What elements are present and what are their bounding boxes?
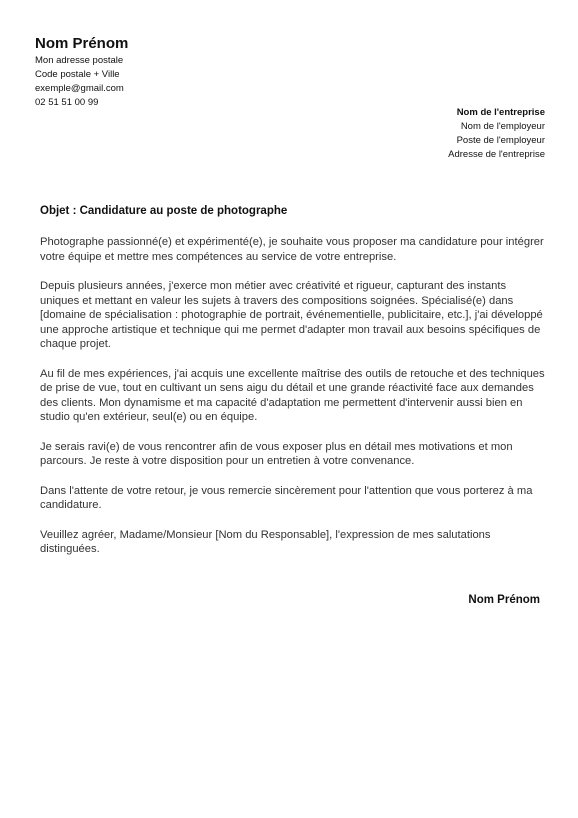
sender-email: exemple@gmail.com — [35, 83, 124, 94]
letter-body — [40, 235, 545, 572]
letter-subject: Objet : Candidature au poste de photographe — [40, 205, 288, 217]
letter-paragraph: Je serais ravi(e) de vous rencontrer afin de vous exposer plus en détail mes motivations et mon parcours. Je reste à votre disposition pour un entretien à votre convenance. — [40, 440, 513, 467]
letter-paragraph: Dans l'attente de votre retour, je vous remercie sincèrement pour l'attention que vous porterez à ma candidature. — [40, 484, 533, 511]
sender-address: Mon adresse postale — [35, 55, 124, 66]
letter-paragraph: Au fil de mes expériences, j'ai acquis une excellente maîtrise des outils de retouche et des techniques de prise de vue, tout en cultivant un sens aigu du détail et une grande réactivité face aux demandes des clients. Mon dynamisme et ma capacité d'adaptation me permettent d'intervenir aussi bien en studio qu'en extérieur, seul(e) ou en équipe. — [40, 367, 545, 423]
letter-paragraph: Photographe passionné(e) et expérimenté(e), je souhaite vous proposer ma candidature pour intégrer votre équipe et mettre mes compétences au service de votre entreprise. — [40, 236, 544, 263]
sender-phone: 02 51 51 00 99 — [35, 97, 99, 108]
recipient-employer-position: Poste de l'employeur — [456, 135, 545, 146]
sender-block — [35, 34, 295, 110]
sender-name: Nom Prénom — [35, 35, 129, 52]
recipient-block — [325, 106, 545, 162]
recipient-employer-name: Nom de l'employeur — [460, 121, 545, 132]
letter-signature: Nom Prénom — [468, 594, 540, 606]
sender-postal-city: Code postale + Ville — [35, 69, 120, 80]
recipient-company-address: Adresse de l'entreprise — [448, 149, 545, 160]
recipient-company: Nom de l'entreprise — [456, 107, 545, 118]
letter-paragraph: Depuis plusieurs années, j'exerce mon métier avec créativité et rigueur, capturant des instants uniques et mettant en valeur les sujets à travers des compositions soignées. Spécialisé(e) dans [domaine de spécialisation : photographie de portrait, événementielle, publicitaire, etc.], j'ai développé une approche artistique et technique qui me permet d'adapter mon travail aux besoins spécifiques de chaque projet. — [40, 280, 543, 350]
letter-paragraph: Veuillez agréer, Madame/Monsieur [Nom du Responsable], l'expression de mes salutations distinguées. — [40, 528, 491, 555]
